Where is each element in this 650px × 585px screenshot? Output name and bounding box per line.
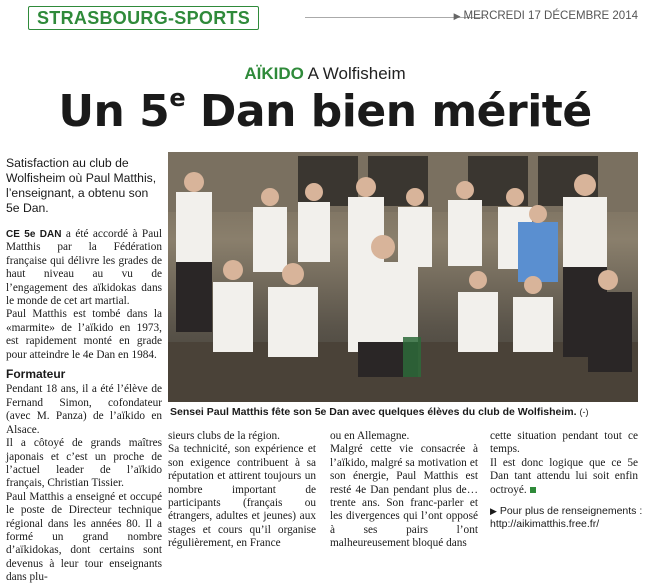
photo-caption (170, 406, 640, 418)
subhead-formateur: Formateur (6, 367, 66, 382)
section-title: STRASBOURG-SPORTS (28, 6, 259, 30)
group-photo-illustration (168, 152, 638, 402)
end-mark-icon (530, 487, 536, 493)
paragraph-text: a été accordé à Paul Matthis par la Fédération française qui délivre les grades de haut niveau au vu de l’engagement des aïkidokas dans le monde de cet art martial. (6, 228, 162, 308)
article-column-4 (490, 430, 638, 497)
paragraph: sieurs clubs de la région. (168, 430, 280, 442)
paragraph: cette situation pendant tout ce temps. (490, 430, 638, 456)
article-column-1 (6, 228, 162, 585)
info-url[interactable]: http://aikimatthis.free.fr/ (490, 518, 600, 530)
lead-caps: CE 5e DAN (6, 229, 62, 240)
date-marker-icon: ▶ (453, 11, 461, 21)
headline (0, 86, 650, 137)
paragraph: ou en Allemagne. (330, 430, 410, 442)
paragraph: Malgré cette vie consacrée à l’aïkido, malgré sa motivation et son énergie, Paul Matthis est resté 4e Dan pendant plus de… trente ans. Son franc-parler et les divergences qui l’ont opposé à ses pairs l’ont malheureusement bloqué dans (330, 443, 478, 550)
date-text: MERCREDI 17 DÉCEMBRE 2014 (463, 10, 638, 22)
article-lead: Satisfaction au club de Wolfisheim où Paul Matthis, l’enseignant, a obtenu son 5e Dan. (6, 156, 157, 215)
paragraph: Paul Matthis est tombé dans la «marmite» de l’aïkido en 1973, est rapidement monté en grade pour atteindre le 4e Dan en 1984. (6, 308, 162, 361)
issue-date (454, 10, 638, 22)
kicker (0, 64, 650, 84)
paragraph: Sa technicité, son expérience et son exigence contribuent à sa réputation et attirent toujours un nombre important de participants (français ou étrangers, adultes et jeunes) aux stages et cours qu’il organise régulièrement, en France (168, 443, 316, 550)
paragraph-text: Il est donc logique que ce 5e Dan tant attendu lui soit enfin octroyé. (490, 456, 638, 496)
article-photo (168, 152, 638, 402)
kicker-place: A Wolfisheim (307, 64, 406, 83)
paragraph (6, 228, 162, 308)
paragraph (490, 457, 638, 497)
headline-sup: e (169, 84, 186, 113)
kicker-sport: AÏKIDO (244, 64, 304, 83)
info-label-text: Pour plus de renseignements : (499, 505, 643, 517)
info-label (490, 505, 642, 517)
info-arrow-icon: ▶ (490, 506, 497, 516)
headline-pre: Un 5 (58, 86, 170, 137)
paragraph: Paul Matthis a enseigné et occupé le poste de Directeur technique régional dans les années 80. Il a formé un grand nombre d’aïkidokas, dont certains sont devenus à leur tour enseignants dans plu- (6, 490, 162, 584)
caption-text: Sensei Paul Matthis fête son 5e Dan avec quelques élèves du club de Wolfisheim. (170, 406, 577, 418)
headline-post: Dan bien mérité (185, 86, 592, 137)
paragraph: Il a côtoyé de grands maîtres japonais et c’est un proche de l’actuel leader de l’aïkido français, Christian Tissier. (6, 437, 162, 490)
page-header (0, 0, 650, 34)
photo-credit: (-) (579, 407, 589, 417)
paragraph: Pendant 18 ans, il a été l’élève de Fernand Simon, cofondateur (avec M. Panza) de l’aïkido en Alsace. (6, 383, 162, 436)
